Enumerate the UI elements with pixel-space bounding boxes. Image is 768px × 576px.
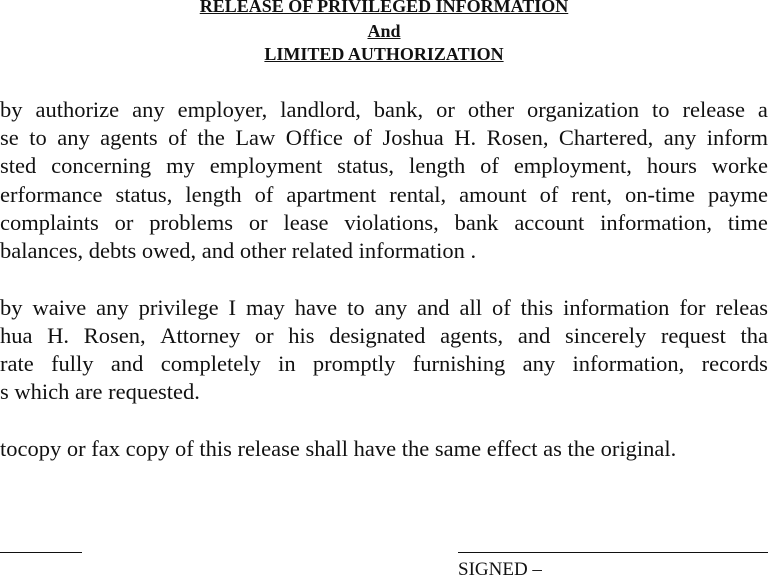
word: time (727, 210, 768, 235)
word: or (436, 97, 455, 122)
word: any (522, 351, 556, 376)
word: amount (459, 182, 527, 207)
word: landlord, (280, 97, 361, 122)
paragraph-line (0, 297, 768, 320)
word: rental, (389, 182, 447, 207)
word: and (417, 295, 450, 320)
signature-line-left (0, 552, 82, 553)
paragraph-line (0, 155, 768, 178)
signature-line-right (458, 552, 768, 553)
word: have (294, 295, 338, 320)
word: this (520, 295, 554, 320)
word: erformance (0, 182, 103, 207)
word: completely (160, 351, 261, 376)
word: any (57, 125, 90, 150)
word: H. (47, 323, 70, 348)
word: hua (0, 323, 33, 348)
word: worke (711, 153, 768, 178)
word: complaints (0, 210, 99, 235)
word: bank, (373, 97, 424, 122)
paragraph-line (0, 325, 768, 348)
paragraph-line (0, 99, 768, 122)
word: to (347, 295, 365, 320)
word: Attorney (160, 323, 241, 348)
word: of (168, 125, 187, 150)
paragraph-line (0, 184, 768, 207)
word: of (491, 295, 511, 320)
word: problems (149, 210, 234, 235)
word: length (408, 153, 466, 178)
word: or (254, 323, 274, 348)
word: or (248, 210, 268, 235)
word: of (353, 125, 373, 150)
word: fully (51, 351, 94, 376)
word: for (679, 295, 706, 320)
word: Rosen, (83, 323, 146, 348)
word: or (114, 210, 134, 235)
word: apartment (286, 182, 377, 207)
word: designated (329, 323, 426, 348)
word: my (166, 153, 195, 178)
word: authorize (35, 97, 120, 122)
word: H. (454, 125, 477, 150)
word: Chartered, (558, 125, 654, 150)
paragraph-line: s which are requested. (0, 379, 200, 404)
word: by (0, 97, 23, 122)
word: by (0, 295, 23, 320)
word: I (228, 295, 237, 320)
word: concerning (51, 153, 152, 178)
title-line-2: And (367, 21, 401, 41)
word: waive (32, 295, 87, 320)
word: bank (454, 210, 499, 235)
word: any (132, 97, 165, 122)
word: any (663, 125, 697, 150)
word: request (660, 323, 726, 348)
word: violations, (344, 210, 439, 235)
word: all (459, 295, 482, 320)
word: hours (646, 153, 697, 178)
word: to (652, 97, 670, 122)
word: rent, (571, 182, 612, 207)
word: length (185, 182, 242, 207)
paragraph-line (0, 212, 768, 235)
word: status, (337, 153, 395, 178)
title-line-1: RELEASE OF PRIVILEGED INFORMATION (199, 0, 569, 16)
word: inform (706, 125, 768, 150)
word: Office (285, 125, 343, 150)
word: any (374, 295, 408, 320)
word: employer, (177, 97, 268, 122)
word: his (288, 323, 315, 348)
word: employment, (513, 153, 632, 178)
signed-label: SIGNED – (458, 559, 542, 576)
word: Joshua (382, 125, 444, 150)
word: any (96, 295, 129, 320)
word: rate (0, 351, 34, 376)
word: agents (100, 125, 158, 150)
word: a (757, 97, 768, 122)
word: promptly (312, 351, 396, 376)
word: Rosen, (486, 125, 549, 150)
word: release (682, 97, 745, 122)
title-line-3: LIMITED AUTHORIZATION (264, 44, 504, 64)
word: status, (115, 182, 173, 207)
paragraph-photocopy: tocopy or fax copy of this release shall have the same effect as the original. (0, 436, 677, 461)
word: sincerely (564, 323, 647, 348)
word: privilege (138, 295, 219, 320)
word: information, (572, 351, 685, 376)
word: releas (715, 295, 768, 320)
word: account (514, 210, 585, 235)
word: to (29, 125, 47, 150)
word: of (539, 182, 559, 207)
paragraph-line: balances, debts owed, and other related information . (0, 238, 477, 263)
paragraph-line (0, 353, 768, 376)
word: on-time (625, 182, 695, 207)
word: lease (283, 210, 329, 235)
word: information, (600, 210, 713, 235)
word: tha (740, 323, 768, 348)
word: employment (209, 153, 323, 178)
word: in (278, 351, 296, 376)
word: may (245, 295, 285, 320)
word: other (467, 97, 515, 122)
word: Law (235, 125, 276, 150)
word: furnishing (412, 351, 506, 376)
paragraph-line (0, 127, 768, 150)
word: organization (527, 97, 640, 122)
word: agents, (440, 323, 504, 348)
word: se (0, 125, 19, 150)
word: of (254, 182, 274, 207)
word: payme (707, 182, 768, 207)
word: records (701, 351, 768, 376)
word: information (563, 295, 670, 320)
word: and (517, 323, 551, 348)
word: of (480, 153, 499, 178)
word: the (197, 125, 225, 150)
word: sted (0, 153, 37, 178)
word: and (110, 351, 144, 376)
